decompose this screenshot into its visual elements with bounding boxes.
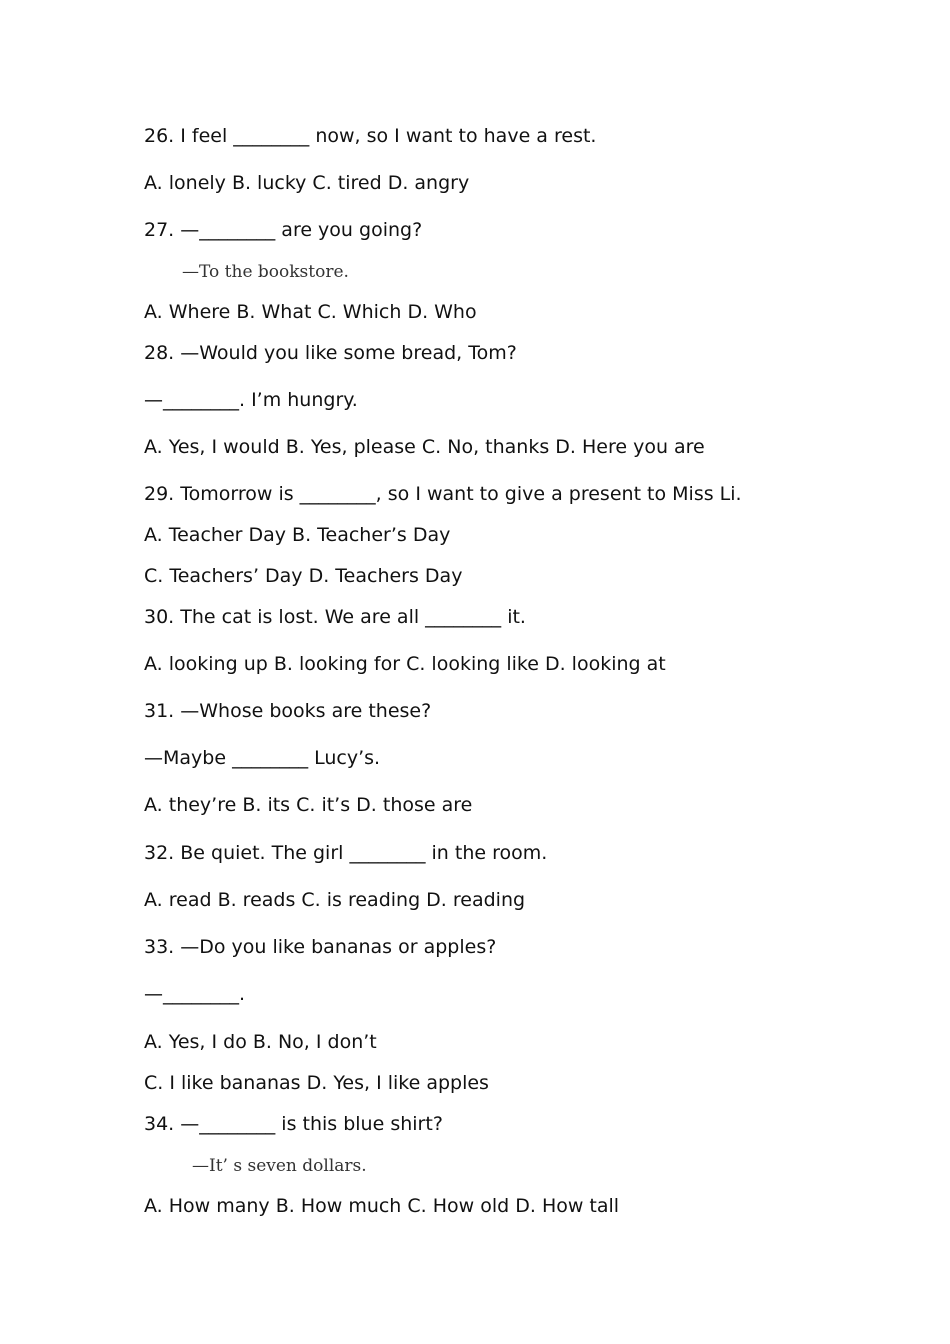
- question-29-options-line-1: A. Teacher Day B. Teacher’s Day: [144, 524, 451, 546]
- question-28-options: A. Yes, I would B. Yes, please C. No, thanks D. Here you are: [144, 436, 705, 458]
- question-34-options: A. How many B. How much C. How old D. How tall: [144, 1195, 620, 1217]
- question-26-options: A. lonely B. lucky C. tired D. angry: [144, 172, 470, 194]
- question-33-options-line-2: C. I like bananas D. Yes, I like apples: [144, 1072, 489, 1094]
- question-29-stem: 29. Tomorrow is ________, so I want to give a present to Miss Li.: [144, 483, 742, 505]
- question-28-stem: 28. —Would you like some bread, Tom?: [144, 342, 517, 364]
- question-33-options-line-1: A. Yes, I do B. No, I don’t: [144, 1031, 377, 1053]
- question-30-stem: 30. The cat is lost. We are all ________ it.: [144, 606, 526, 628]
- question-34-stem: 34. —________ is this blue shirt?: [144, 1113, 443, 1135]
- question-31-reply: —Maybe ________ Lucy’s.: [144, 747, 381, 769]
- question-34-reply: —It’ s seven dollars.: [192, 1156, 367, 1176]
- question-33-stem: 33. —Do you like bananas or apples?: [144, 936, 497, 958]
- question-32-stem: 32. Be quiet. The girl ________ in the room.: [144, 842, 548, 864]
- question-27-options: A. Where B. What C. Which D. Who: [144, 301, 477, 323]
- question-28-reply: —________. I’m hungry.: [144, 389, 358, 411]
- question-27-reply: —To the bookstore.: [182, 262, 349, 282]
- question-31-stem: 31. —Whose books are these?: [144, 700, 432, 722]
- question-26-stem: 26. I feel ________ now, so I want to have a rest.: [144, 125, 597, 147]
- question-33-reply: —________.: [144, 983, 246, 1005]
- question-27-stem: 27. —________ are you going?: [144, 219, 423, 241]
- question-32-options: A. read B. reads C. is reading D. reading: [144, 889, 526, 911]
- question-31-options: A. they’re B. its C. it’s D. those are: [144, 794, 473, 816]
- question-30-options: A. looking up B. looking for C. looking like D. looking at: [144, 653, 666, 675]
- question-29-options-line-2: C. Teachers’ Day D. Teachers Day: [144, 565, 463, 587]
